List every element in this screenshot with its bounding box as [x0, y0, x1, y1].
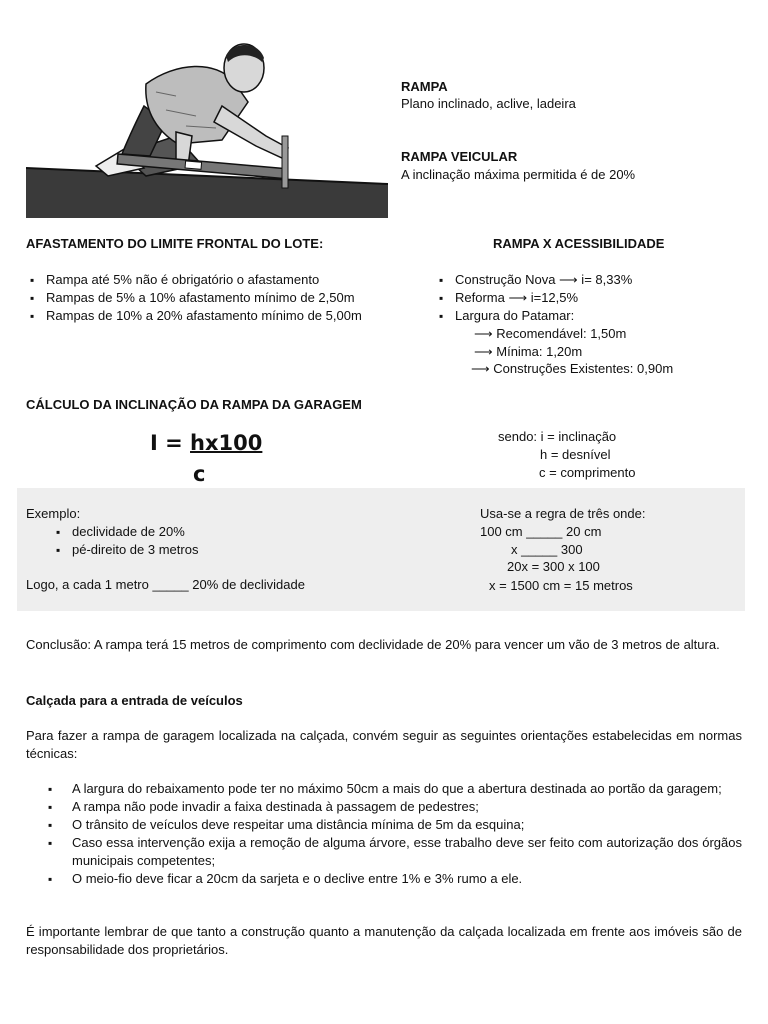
list-item: ▪ Caso essa intervenção exija a remoção de alguma árvore, esse trabalho deve ser feito com autorização dos órgãos municipais competentes; — [26, 834, 742, 870]
setback-title: AFASTAMENTO DO LIMITE FRONTAL DO LOTE: — [26, 236, 324, 251]
rule-title: Usa-se a regra de três onde: — [480, 506, 646, 521]
formula-numerator — [150, 431, 262, 455]
worker-level-illustration — [26, 36, 388, 218]
rule-line: 20x = 300 x 100 — [507, 559, 600, 574]
formula-lhs: I = — [150, 431, 191, 455]
formula-denominator: c — [193, 462, 206, 486]
closing-paragraph: É importante lembrar de que tanto a construção quanto a manutenção da calçada localizada em frente aos imóveis são de responsabilidade dos proprietários. — [26, 924, 742, 957]
rule-line: x _____ 300 — [511, 542, 583, 557]
list-item: ▪ declividade de 20% — [52, 523, 198, 541]
setback-list — [26, 271, 362, 325]
vehicle-ramp-title: RAMPA VEICULAR — [401, 149, 518, 164]
list-item: ▪ A rampa não pode invadir a faixa destinada à passagem de pedestres; — [26, 798, 742, 816]
list-item: ▪ Rampa até 5% não é obrigatório o afastamento — [26, 271, 362, 289]
ramp-definition: Plano inclinado, aclive, ladeira — [401, 96, 576, 111]
sub-item: ⟶ Mínima: 1,20m — [474, 344, 583, 359]
calc-title: CÁLCULO DA INCLINAÇÃO DA RAMPA DA GARAGEM — [26, 397, 362, 412]
legend-line: sendo: i = inclinação — [498, 429, 617, 444]
formula-num: hx100 — [190, 431, 263, 455]
sub-item: ⟶ Construções Existentes: 0,90m — [471, 361, 674, 376]
sub-item: ⟶ Recomendável: 1,50m — [474, 326, 627, 341]
sidewalk-intro: Para fazer a rampa de garagem localizada na calçada, convém seguir as seguintes orientações estabelecidas em normas técnicas: — [26, 728, 742, 761]
list-item: ▪ Rampas de 10% a 20% afastamento mínimo de 5,00m — [26, 307, 362, 325]
conclusion-paragraph: Conclusão: A rampa terá 15 metros de comprimento com declividade de 20% para vencer um vão de 3 metros de altura. — [26, 637, 720, 652]
ramp-title: RAMPA — [401, 79, 448, 94]
example-conclusion: Logo, a cada 1 metro _____ 20% de declividade — [26, 577, 305, 592]
list-item: ▪ Largura do Patamar: — [435, 307, 632, 325]
sidewalk-list — [26, 780, 742, 888]
list-item: ▪ O meio-fio deve ficar a 20cm da sarjeta e o declive entre 1% e 3% rumo a ele. — [26, 870, 742, 888]
accessibility-list — [435, 271, 632, 325]
accessibility-title: RAMPA X ACESSIBILIDADE — [493, 236, 665, 251]
list-item: ▪ pé-direito de 3 metros — [52, 541, 198, 559]
rule-line: x = 1500 cm = 15 metros — [489, 578, 633, 593]
legend-line: h = desnível — [540, 447, 611, 462]
list-item: ▪ Rampas de 5% a 10% afastamento mínimo de 2,50m — [26, 289, 362, 307]
list-item: ▪ O trânsito de veículos deve respeitar uma distância mínima de 5m da esquina; — [26, 816, 742, 834]
legend-line: c = comprimento — [539, 465, 636, 480]
list-item: ▪ Construção Nova ⟶ i= 8,33% — [435, 271, 632, 289]
list-item: ▪ A largura do rebaixamento pode ter no máximo 50cm a mais do que a abertura destinada ao portão da garagem; — [26, 780, 742, 798]
example-list — [52, 523, 198, 559]
vehicle-ramp-text: A inclinação máxima permitida é de 20% — [401, 167, 636, 182]
list-item: ▪ Reforma ⟶ i=12,5% — [435, 289, 632, 307]
example-title: Exemplo: — [26, 506, 81, 521]
rule-line: 100 cm _____ 20 cm — [480, 524, 602, 539]
sidewalk-title: Calçada para a entrada de veículos — [26, 693, 243, 708]
